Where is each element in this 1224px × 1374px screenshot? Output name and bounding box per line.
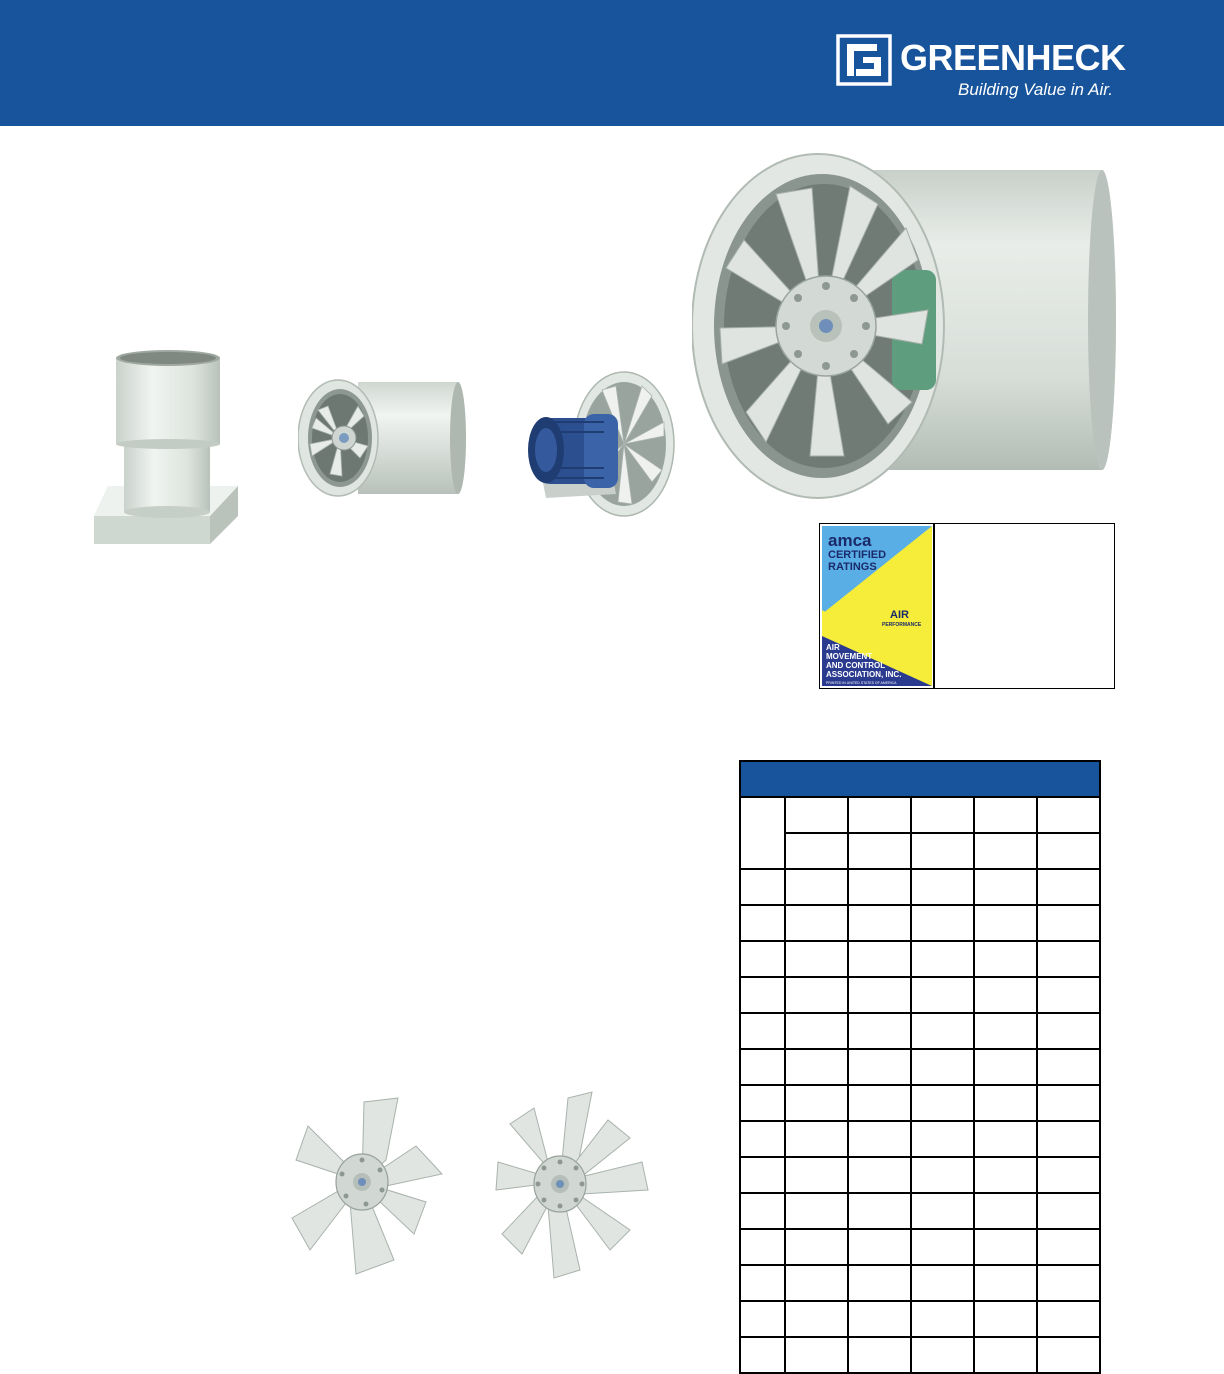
table-cell [911, 833, 974, 869]
table-cell [974, 1085, 1037, 1121]
table-cell [974, 977, 1037, 1013]
table-cell [1037, 977, 1100, 1013]
table-cell [785, 869, 848, 905]
table-cell [1037, 833, 1100, 869]
seal-line: CERTIFIED [828, 549, 887, 561]
table-cell [740, 941, 785, 977]
table-cell [974, 905, 1037, 941]
table-cell [911, 1157, 974, 1193]
table-cell [740, 1013, 785, 1049]
table-cell [848, 869, 911, 905]
table-cell [911, 1193, 974, 1229]
table-cell [785, 1337, 848, 1373]
amca-certified-ratings-seal [822, 526, 932, 686]
table-header-row [740, 761, 1100, 797]
table-cell [1037, 1049, 1100, 1085]
table-cell [740, 905, 785, 941]
table-cell [974, 1229, 1037, 1265]
table-cell [848, 1085, 911, 1121]
table-cell [911, 1049, 974, 1085]
table-cell [848, 1193, 911, 1229]
table-row [740, 1301, 1100, 1337]
specification-table [739, 760, 1101, 1374]
table-cell [740, 1049, 785, 1085]
table-cell [785, 977, 848, 1013]
table-cell [1037, 1121, 1100, 1157]
table-cell [911, 1337, 974, 1373]
table-row [740, 833, 1100, 869]
table-cell [848, 941, 911, 977]
table-header-cell [740, 761, 1100, 797]
table-cell [911, 1121, 974, 1157]
table-row [740, 1121, 1100, 1157]
brand-name: GREENHECK [900, 37, 1126, 78]
table-row [740, 1157, 1100, 1193]
table-cell [740, 869, 785, 905]
table-cell [740, 1337, 785, 1373]
eight-blade-propeller-image [494, 1090, 650, 1280]
page-header [0, 0, 1224, 126]
table-cell [911, 1301, 974, 1337]
table-cell [974, 1157, 1037, 1193]
table-cell [911, 1265, 974, 1301]
table-cell [911, 1229, 974, 1265]
table-row [740, 941, 1100, 977]
table-cell [974, 1337, 1037, 1373]
table-cell [785, 941, 848, 977]
six-blade-propeller-image [290, 1090, 446, 1276]
table-cell [974, 1121, 1037, 1157]
seal-line: AIR [826, 643, 840, 652]
table-row [740, 869, 1100, 905]
table-cell [785, 797, 848, 833]
table-cell [911, 1013, 974, 1049]
table-cell [848, 1301, 911, 1337]
table-cell [1037, 1157, 1100, 1193]
table-cell [974, 941, 1037, 977]
table-cell [785, 1049, 848, 1085]
table-cell [848, 1049, 911, 1085]
table-cell [1037, 1085, 1100, 1121]
table-row [740, 1049, 1100, 1085]
table-cell [911, 905, 974, 941]
brand-tagline: Building Value in Air. [958, 80, 1113, 99]
table-row [740, 977, 1100, 1013]
upblast-roof-fan-image [88, 348, 244, 548]
table-cell [848, 1157, 911, 1193]
table-cell [974, 1049, 1037, 1085]
seal-line: ASSOCIATION, INC. [826, 670, 902, 679]
table-cell [785, 1193, 848, 1229]
table-cell [740, 1265, 785, 1301]
table-cell [740, 1157, 785, 1193]
table-cell [740, 1193, 785, 1229]
table-cell [848, 1229, 911, 1265]
table-cell [1037, 869, 1100, 905]
table-cell [974, 833, 1037, 869]
table-cell [785, 1013, 848, 1049]
direct-drive-tube-axial-fan-image [298, 376, 466, 498]
table-cell [848, 797, 911, 833]
table-row [740, 797, 1100, 833]
table-cell [974, 1193, 1037, 1229]
table-cell [1037, 941, 1100, 977]
table-cell [911, 869, 974, 905]
table-row [740, 1229, 1100, 1265]
table-cell [740, 1301, 785, 1337]
table-cell [974, 1013, 1037, 1049]
table-cell [740, 1229, 785, 1265]
table-row [740, 1085, 1100, 1121]
table-cell [848, 1337, 911, 1373]
table-cell [785, 905, 848, 941]
table-cell [785, 1157, 848, 1193]
seal-line: AIR [890, 609, 909, 621]
table-cell [1037, 1265, 1100, 1301]
table-body [740, 869, 1100, 1373]
table-cell [785, 1085, 848, 1121]
certification-divider [933, 524, 935, 688]
table-cell [740, 1121, 785, 1157]
table-cell [785, 1265, 848, 1301]
seal-line: MOVEMENT [826, 652, 873, 661]
table-cell [785, 1301, 848, 1337]
table-cell [848, 905, 911, 941]
certification-box [819, 523, 1115, 689]
seal-line: RATINGS [828, 561, 877, 573]
table-cell [785, 833, 848, 869]
table-cell [740, 1085, 785, 1121]
table-cell [848, 833, 911, 869]
table-cell [848, 1013, 911, 1049]
table-cell [1037, 797, 1100, 833]
table-cell [1037, 1337, 1100, 1373]
table-cell [974, 1265, 1037, 1301]
table-cell [911, 1085, 974, 1121]
table-cell [848, 977, 911, 1013]
table-cell [1037, 1229, 1100, 1265]
table-cell [974, 1301, 1037, 1337]
table-cell [974, 869, 1037, 905]
table-row [740, 1265, 1100, 1301]
table-cell [911, 797, 974, 833]
table-cell [1037, 1193, 1100, 1229]
table-cell [911, 941, 974, 977]
table-cell [1037, 1301, 1100, 1337]
table-cell [974, 797, 1037, 833]
table-row [740, 1193, 1100, 1229]
table-cell [848, 1121, 911, 1157]
table-cell [848, 1265, 911, 1301]
seal-line: PERFORMANCE [882, 622, 922, 628]
seal-line: AND CONTROL [826, 661, 886, 670]
greenheck-logo [836, 32, 1126, 102]
seal-line: amca [828, 531, 872, 550]
table-row [740, 905, 1100, 941]
table-cell [785, 1121, 848, 1157]
table-cell [740, 977, 785, 1013]
table-cell [785, 1229, 848, 1265]
greenheck-g-logo-icon [836, 34, 892, 86]
table-cell [1037, 905, 1100, 941]
table-cell [740, 797, 785, 869]
table-cell [1037, 1013, 1100, 1049]
table-cell [911, 977, 974, 1013]
seal-line: PRINTED IN UNITED STATES OF AMERICA [826, 681, 897, 685]
belt-drive-motor-axial-fan-image [524, 370, 676, 518]
table-row [740, 1337, 1100, 1373]
table-row [740, 1013, 1100, 1049]
large-vane-axial-fan-image [692, 150, 1116, 500]
